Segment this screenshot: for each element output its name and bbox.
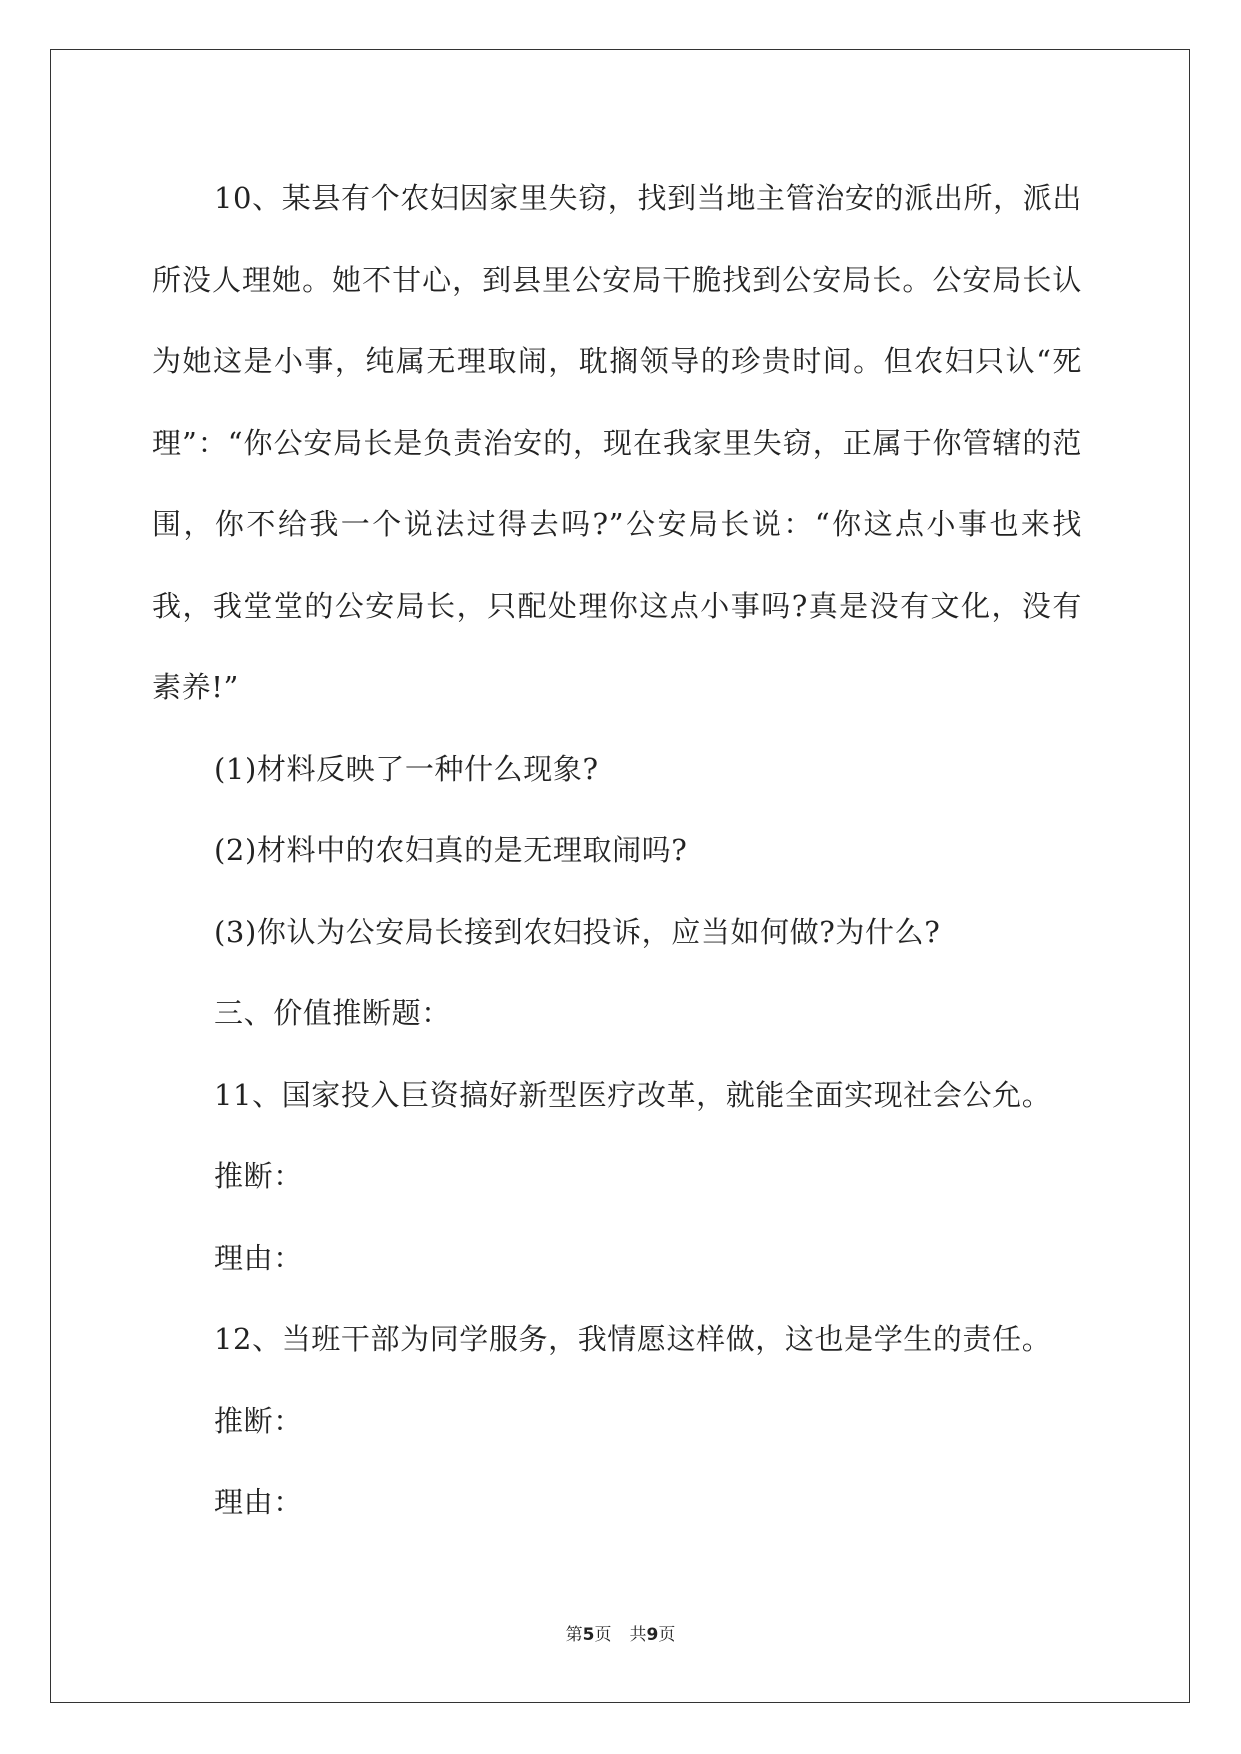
page-content bbox=[152, 158, 1082, 1544]
page-prefix: 第 bbox=[565, 1625, 583, 1645]
item-11-reason: 理由： bbox=[214, 1240, 303, 1275]
item-11: 11、国家投入巨资搞好新型医疗改革，就能全面实现社会公允。 bbox=[214, 1077, 1052, 1112]
page-unit: 页 bbox=[594, 1625, 612, 1645]
item-12-judgment: 推断： bbox=[214, 1403, 303, 1438]
question-3: (3)你认为公安局长接到农妇投诉，应当如何做?为什么? bbox=[214, 914, 941, 949]
paragraph-10: 10、某县有个农妇因家里失窃，找到当地主管治安的派出所，派出所没人理她。她不甘心，到县里公安局干脆找到公安局长。公安局长认为她这是小事，纯属无理取闹，耽搁领导的珍贵时间。但农妇只认“死理”：“你公安局长是负责治安的，现在我家里失窃，正属于你管辖的范围，你不给我一个说法过得去吗?”公安局长说：“你这点小事也来找我，我堂堂的公安局长，只配处理你这点小事吗?真是没有文化，没有素养!” bbox=[152, 181, 1082, 704]
current-page-number: 5 bbox=[582, 1625, 595, 1645]
item-12-reason: 理由： bbox=[214, 1485, 303, 1519]
question-2: (2)材料中的农妇真的是无理取闹吗? bbox=[214, 833, 688, 867]
total-prefix: 共 bbox=[629, 1625, 647, 1645]
total-unit: 页 bbox=[658, 1625, 676, 1645]
total-page-number: 9 bbox=[646, 1625, 659, 1645]
section-heading: 三、价值推断题： bbox=[214, 996, 451, 1030]
page-footer bbox=[0, 1620, 1241, 1645]
item-11-judgment: 推断： bbox=[214, 1159, 303, 1193]
question-1: (1)材料反映了一种什么现象? bbox=[214, 751, 599, 786]
item-12: 12、当班干部为同学服务，我情愿这样做，这也是学生的责任。 bbox=[214, 1322, 1052, 1356]
